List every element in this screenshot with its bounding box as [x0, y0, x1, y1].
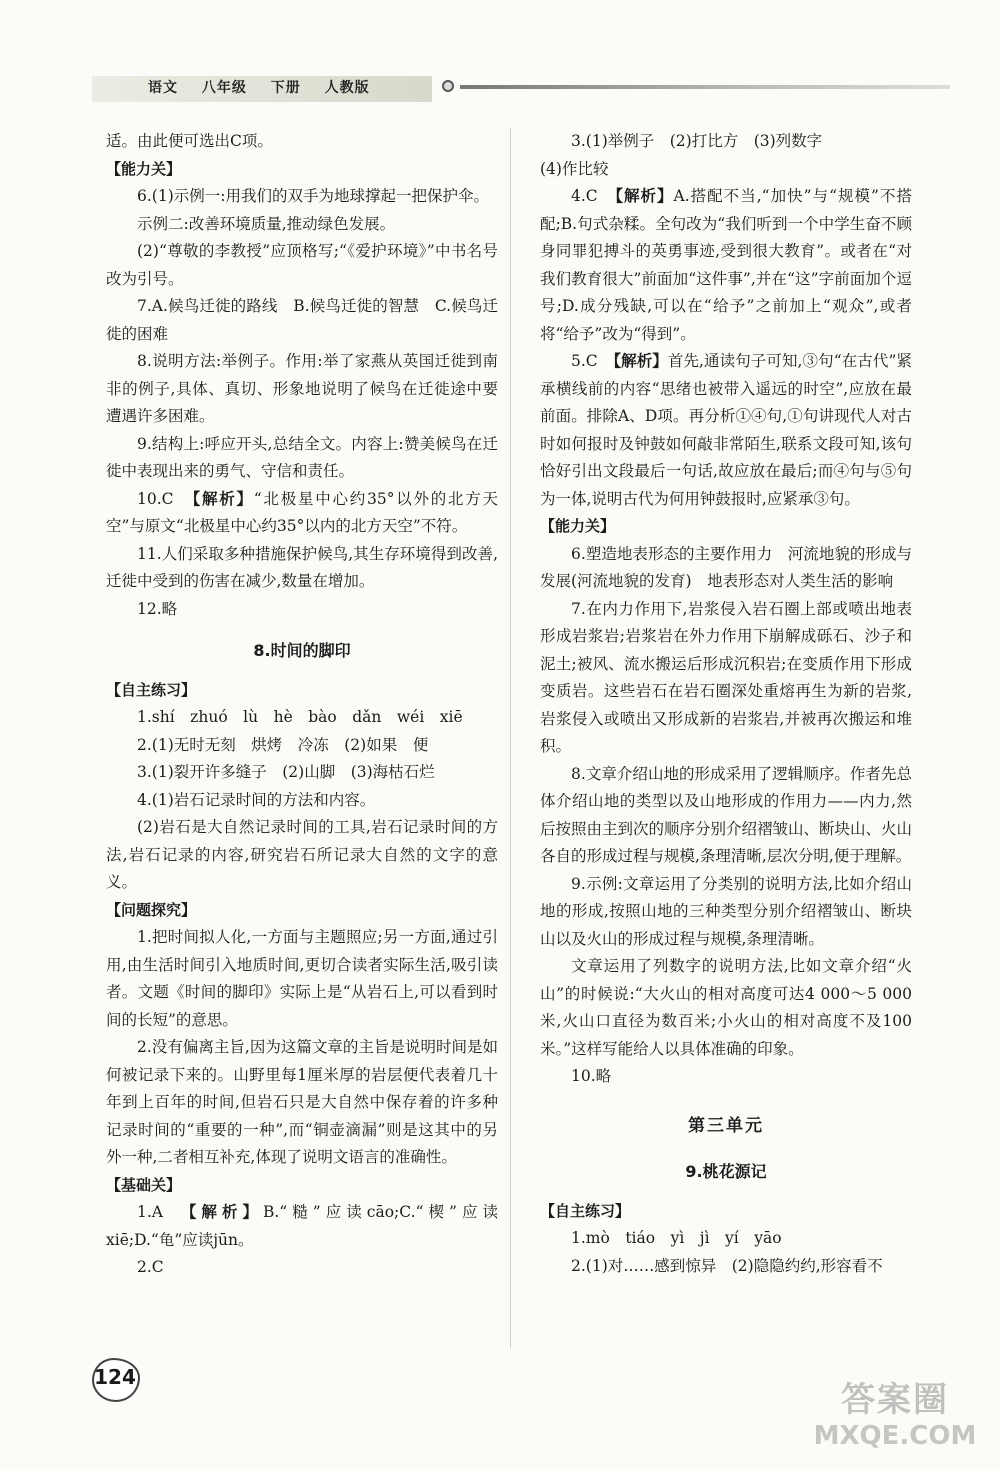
- answer-text: 首先,通读句子可知,③句“在古代”紧承横线前的内容“思绪也被带入遥远的时空”,应放在最前面。排除A、D项。再分析①④句,①句讲现代人对古时如何报时及钟鼓如何敲非常陌生,联系文段可知,该句恰好引出文段最后一句话,故应放在最后;而④句与⑤句为一体,说明古代为何用钟鼓报时,应紧承③句。: [540, 352, 912, 508]
- answer-paragraph: 2.C: [137, 1258, 164, 1276]
- answer-paragraph: 3.(1)举例子 (2)打比方 (3)列数字: [571, 132, 823, 150]
- answer-text: “北极星中心约35°以外的北方天空”与原文“北极星中心约35°以内的北方天空”不符。: [106, 489, 498, 535]
- page-number-badge: [86, 1356, 146, 1400]
- answer-paragraph: [106, 486, 498, 541]
- answer-number: 1.A: [137, 1203, 189, 1221]
- answer-paragraph: (2)“尊敬的李教授”应顶格写;“《爱护环境》”中书名号改为引号。: [106, 242, 498, 288]
- section-heading: 【基础关】: [106, 1175, 182, 1194]
- answer-paragraph: 3.(1)裂开许多缝子 (2)山脚 (3)海枯石烂: [137, 763, 435, 781]
- header-rule: [460, 85, 950, 89]
- answer-paragraph: 11.人们采取多种措施保护候鸟,其生存环境得到改善,迁徙中受到的伤害在减少,数量在增加。: [106, 544, 498, 590]
- answer-paragraph: 1.shí zhuó lù hè bào dǎn wéi xiē: [137, 708, 463, 726]
- analysis-tag: 【解析】: [613, 352, 668, 370]
- section-heading: 【问题探究】: [106, 900, 197, 919]
- header-volume: 下册: [270, 80, 301, 96]
- analysis-tag: 【解析】: [615, 187, 674, 205]
- answer-text: B.“糙”应读cāo;C.“楔”应读xiē;D.“龟”应读jūn。: [106, 1203, 498, 1249]
- header-subject: 语文: [148, 80, 178, 96]
- answer-paragraph: 示例二:改善环境质量,推动绿色发展。: [137, 214, 396, 233]
- answer-paragraph: 12.略: [137, 599, 178, 618]
- answer-number: 5.C: [571, 352, 614, 370]
- header-edition: 人教版: [324, 80, 370, 96]
- lesson-title: 8.时间的脚印: [253, 641, 351, 660]
- page-header: [92, 72, 952, 104]
- answer-paragraph: 8.文章介绍山地的形成采用了逻辑顺序。作者先总体介绍山地的类型以及山地形成的作用力——内力,然后按照由主到次的顺序分别介绍褶皱山、断块山、火山各自的形成过程与规模,条理清晰,层次分明,便于理解。: [540, 764, 913, 865]
- header-grade: 八年级: [201, 80, 247, 96]
- answer-paragraph: 4.(1)岩石记录时间的方法和内容。: [137, 790, 376, 809]
- answer-paragraph: 文章运用了列数字的说明方法,比如文章介绍“火山”的时候说:“大火山的相对高度可达4 000～5 000米,火山口直径为数百米;小火山的相对高度不及100米。”这样写能给人以具体准确的印象。: [540, 957, 912, 1058]
- watermark: [800, 1372, 990, 1462]
- answer-paragraph: (2)岩石是大自然记录时间的工具,岩石记录时间的方法,岩石记录的内容,研究岩石所记录大自然的文字的意义。: [106, 818, 498, 891]
- answer-paragraph: [540, 183, 912, 348]
- right-column: [540, 128, 912, 1280]
- unit-title: 第三单元: [688, 1115, 764, 1136]
- answer-paragraph: 6.塑造地表形态的主要作用力 河流地貌的形成与发展(河流地貌的发育) 地表形态对人类生活的影响: [540, 544, 912, 590]
- answer-paragraph: 2.没有偏离主旨,因为这篇文章的主旨是说明时间是如何被记录下来的。山野里每1厘米厚的岩层便代表着几十年到上百年的时间,但岩石只是大自然中保存着的许多种记录时间的“重要的一种”,而“铜壶滴漏”则是这其中的另外一种,二者相互补充,体现了说明文语言的准确性。: [106, 1038, 498, 1166]
- answer-paragraph: 9.结构上:呼应开头,总结全文。内容上:赞美候鸟在迁徙中表现出来的勇气、守信和责任。: [106, 434, 498, 480]
- answer-paragraph: 9.示例:文章运用了分类别的说明方法,比如介绍山地的形成,按照山地的三种类型分别介绍褶皱山、断块山以及火山的形成过程与规模,条理清晰。: [540, 874, 912, 948]
- answer-paragraph: (4)作比较: [540, 159, 609, 178]
- answer-paragraph: 适。由此便可选出C项。: [106, 132, 273, 150]
- section-heading: 【自主练习】: [540, 1201, 631, 1220]
- answer-paragraph: 7.A.候鸟迁徙的路线 B.候鸟迁徙的智慧 C.候鸟迁徙的困难: [106, 297, 498, 343]
- watermark-url: MXQE.COM: [813, 1421, 977, 1451]
- lesson-title: 9.桃花源记: [685, 1162, 767, 1181]
- page-number: 124: [94, 1365, 136, 1389]
- answer-number: 10.C: [137, 489, 193, 508]
- header-circle-icon: [442, 80, 454, 92]
- answer-paragraph: 2.(1)无时无刻 烘烤 冷冻 (2)如果 便: [137, 735, 429, 754]
- answer-paragraph: 8.说明方法:举例子。作用:举了家燕从英国迁徙到南非的例子,具体、真切、形象地说明了候鸟在迁徙途中要遭遇许多困难。: [106, 352, 498, 425]
- answer-paragraph: 1.mò tiáo yì jì yí yāo: [571, 1229, 782, 1247]
- analysis-tag: 【解析】: [192, 489, 254, 508]
- answer-text: A.搭配不当,“加快”与“规模”不搭配;B.句式杂糅。全句改为“我们听到一个中学生奋不顾身同罪犯搏斗的英勇事迹,受到很大教育”。或者在“对我们教育很大”前面加“这件事”,并在“这”字前面加个逗号;D.成分残缺,可以在“给予”之前加上“观众”,或者将“给予”改为“得到”。: [540, 187, 912, 343]
- answer-paragraph: 10.略: [571, 1067, 612, 1085]
- analysis-tag: 【解析】: [188, 1203, 263, 1221]
- answer-paragraph: 6.(1)示例一:用我们的双手为地球撑起一把保护伞。: [137, 187, 489, 205]
- answer-paragraph: 7.在内力作用下,岩浆侵入岩石圈上部或喷出地表形成岩浆岩;岩浆岩在外力作用下崩解成砾石、沙子和泥土;被风、流水搬运后形成沉积岩;在变质作用下形成变质岩。这些岩石在岩石圈深处重熔再生为新的岩浆,岩浆侵入或喷出又形成新的岩浆岩,并被再次搬运和堆积。: [540, 599, 912, 755]
- column-divider: [510, 128, 511, 1348]
- watermark-main: 答案圈: [841, 1380, 949, 1420]
- answer-paragraph: 2.(1)对……感到惊异 (2)隐隐约约,形容看不: [571, 1256, 883, 1275]
- answer-paragraph: [540, 348, 912, 513]
- section-heading: 【能力关】: [106, 159, 182, 178]
- section-heading: 【能力关】: [540, 517, 616, 535]
- answer-paragraph: 1.把时间拟人化,一方面与主题照应;另一方面,通过引用,由生活时间引入地质时间,更切合读者实际生活,吸引读者。文题《时间的脚印》实际上是“从岩石上,可以看到时间的长短”的意思。: [106, 928, 498, 1029]
- section-heading: 【自主练习】: [106, 680, 197, 699]
- answer-number: 4.C: [571, 187, 616, 205]
- left-column: [106, 128, 498, 1282]
- header-text: [148, 77, 388, 97]
- answer-paragraph: [106, 1199, 498, 1254]
